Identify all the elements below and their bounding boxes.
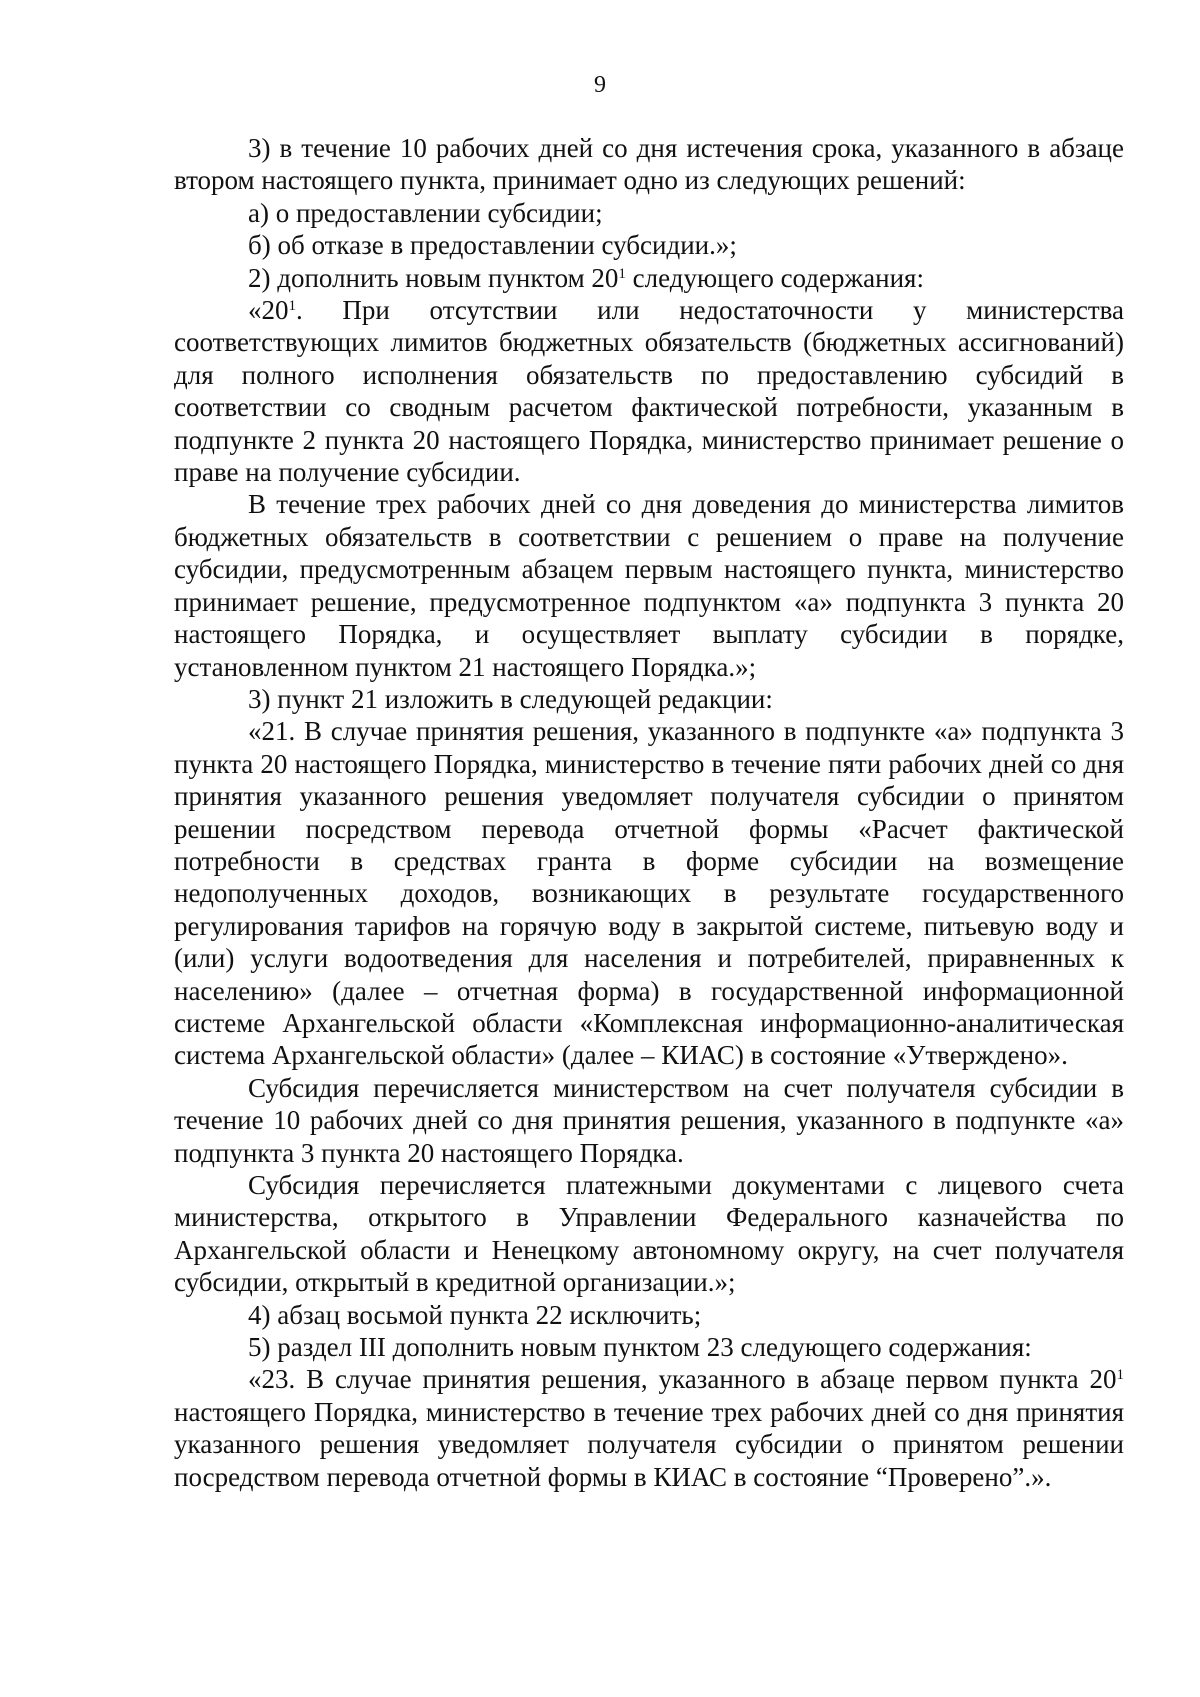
paragraph-three-days: В течение трех рабочих дней со дня доведения до министерства лимитов бюджетных обязательств в соответствии с решением о праве на получение субсидии, предусмотренным абзацем первым настоящего пункта, министерство принимает решение, предусмотренное подпунктом «а» подпункта 3 пункта 20 настоящего Порядка, и осуществляет выплату субсидии в порядке, установленном пунктом 21 настоящего Порядка.»; bbox=[174, 489, 1124, 682]
paragraph-point-21: «21. В случае принятия решения, указанного в подпункте «а» подпункта 3 пункта 20 настоящего Порядка, министерство в течение пяти рабочих дней со дня принятия указанного решения уведомляет получателя субсидии о принятом решении посредством перевода отчетной формы «Расчет фактической потребности в средствах гранта в форме субсидии на возмещение недополученных доходов, возникающих в результате государственного регулирования тарифов на горячую воду в закрытой системе, питьевую воду и (или) услуги водоотведения для населения и потребителей, приравненных к населению» (далее – отчетная форма) в государственной информационной системе Архангельской области «Комплексная информационно-аналитическая система Архангельской области» (далее – КИАС) в состояние «Утверждено». bbox=[174, 716, 1124, 1071]
paragraph-item-5: 5) раздел III дополнить новым пунктом 23 следующего содержания: bbox=[248, 1332, 1032, 1363]
paragraph-point-20-1: «$20^1$. При отсутствии или недостаточности у министерства соответствующих лимитов бюджетных обязательств (бюджетных ассигнований) для полного исполнения обязательств по предоставлению субсидий в соответствии со сводным расчетом фактической потребности, указанным в подпункте 2 пункта 20 настоящего Порядка, министерство принимает решение о праве на получение субсидии. bbox=[174, 295, 1124, 488]
page-number: 9 bbox=[594, 72, 606, 98]
superscript-marker: 1 bbox=[1116, 1367, 1124, 1384]
document-body bbox=[174, 132, 1124, 1493]
paragraph-item-2-add-point: 2) дополнить новым пунктом $20^1$ следующего содержания: bbox=[248, 262, 924, 293]
paragraph-point-23: «23. В случае принятия решения, указанного в абзаце первом пункта $20^1$ настоящего Порядка, министерство в течение трех рабочих дней со дня принятия указанного решения уведомляет получателя субсидии о принятом решении посредством перевода отчетной формы в КИАС в состояние “Проверено”.». bbox=[174, 1364, 1124, 1492]
superscript-marker: 1 bbox=[618, 265, 626, 282]
paragraph-item-3-decision: 3) в течение 10 рабочих дней со дня истечения срока, указанного в абзаце втором настоящего пункта, принимает одно из следующих решений: bbox=[174, 133, 1124, 196]
paragraph-option-a: а) о предоставлении субсидии; bbox=[248, 197, 603, 228]
paragraph-item-4: 4) абзац восьмой пункта 22 исключить; bbox=[248, 1299, 702, 1330]
superscript-marker: 1 bbox=[288, 298, 296, 315]
paragraph-option-b: б) об отказе в предоставлении субсидии.»; bbox=[248, 230, 737, 261]
paragraph-payment-documents: Субсидия перечисляется платежными документами с лицевого счета министерства, открытого в Управлении Федерального казначейства по Архангельской области и Ненецкому автономному округу, на счет получателя субсидии, открытый в кредитной организации.»; bbox=[174, 1170, 1124, 1298]
paragraph-item-3-point-21: 3) пункт 21 изложить в следующей редакции: bbox=[248, 683, 773, 714]
paragraph-subsidy-transfer: Субсидия перечисляется министерством на счет получателя субсидии в течение 10 рабочих дней со дня принятия решения, указанного в подпункте «а» подпункта 3 пункта 20 настоящего Порядка. bbox=[174, 1072, 1124, 1168]
